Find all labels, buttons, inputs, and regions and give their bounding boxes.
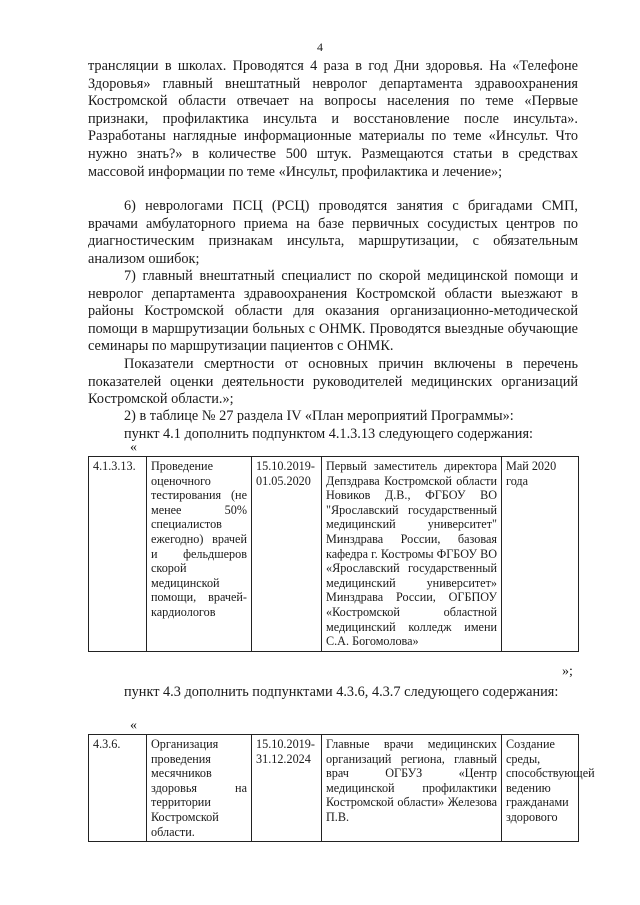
page-number: 4 [317,40,323,54]
paragraph-item-7: 7) главный внештатный специалист по скорой медицинской помощи и невролог департамента здравоохранения Костромской области выезжают в районы Костромской области для оказания организационно-методической помощи в маршрутизации больных с ОНМК. Проводятся выездные обучающие семинары по маршрутизации пациентов с ОНМК. [88,268,578,355]
paragraph-point-4-1: пункт 4.1 дополнить подпунктом 4.1.3.13 следующего содержания: [124,426,534,442]
open-quote: « [130,440,137,455]
paragraph-item-6: 6) неврологами ПСЦ (РСЦ) проводятся занятия с бригадами СМП, врачами амбулаторного приема на базе первичных сосудистых центров по диагностическим признакам инсульта, маршрутизации, с обязательным анализом ошибок; [88,198,578,267]
cell-period: 15.10.2019-01.05.2020 [252,457,322,652]
close-quote: »; [562,664,573,679]
open-quote-2: « [130,718,137,733]
table-subpoint-4-1-3-13 [88,456,579,652]
cell-responsible: Главные врачи медицинских организаций региона, главный врач ОГБУЗ «Центр медицинской профилактики Костромской области» Железова П.В. [322,735,502,842]
cell-event: Проведение оценочного тестирования (не менее 50% специалистов ежегодно) врачей и фельдшеров скорой медицинской помощи, врачей-кардиологов [147,457,252,652]
paragraph-point-4-3: пункт 4.3 дополнить подпунктами 4.3.6, 4.3.7 следующего содержания: [124,684,559,700]
cell-period: 15.10.2019-31.12.2024 [252,735,322,842]
paragraph-indicators: Показатели смертности от основных причин включены в перечень показателей оценки деятельности руководителей медицинских организаций Костромской области.»; [88,356,578,408]
paragraph-intro: трансляции в школах. Проводятся 4 раза в год Дни здоровья. На «Телефоне Здоровья» главный внештатный невролог департамента здравоохранения Костромской области отвечает на вопросы населения по теме «Первые признаки, профилактика инсульта и восстановление после инсульта». Разработаны наглядные информационные материалы по теме «Инсульт. Что нужно знать?» в количестве 500 штук. Размещаются статьи в средствах массовой информации по теме «Инсульт, профилактика и лечение»; [88,58,578,180]
cell-number: 4.1.3.13. [89,457,147,652]
cell-result: Создание среды, способствующей ведению гражданами здорового [502,735,579,842]
cell-event: Организация проведения месячников здоровья на территории Костромской области. [147,735,252,842]
cell-responsible: Первый заместитель директора Депздрава Костромской области Новиков Д.В., ФГБОУ ВО "Ярославский государственный медицинский университет" Минздрава России, базовая кафедра г. Костромы ФГБОУ ВО «Ярославский государственный медицинский университет» Минздрава России, ОГБПОУ «Костромской областной медицинский колледж имени С.А. Богомолова» [322,457,502,652]
cell-result: Май 2020 года [502,457,579,652]
table-row [89,735,579,842]
cell-number: 4.3.6. [89,735,147,842]
table-row [89,457,579,652]
paragraph-table-27: 2) в таблице № 27 раздела IV «План мероприятий Программы»: [124,408,514,424]
table-subpoint-4-3-6 [88,734,595,842]
